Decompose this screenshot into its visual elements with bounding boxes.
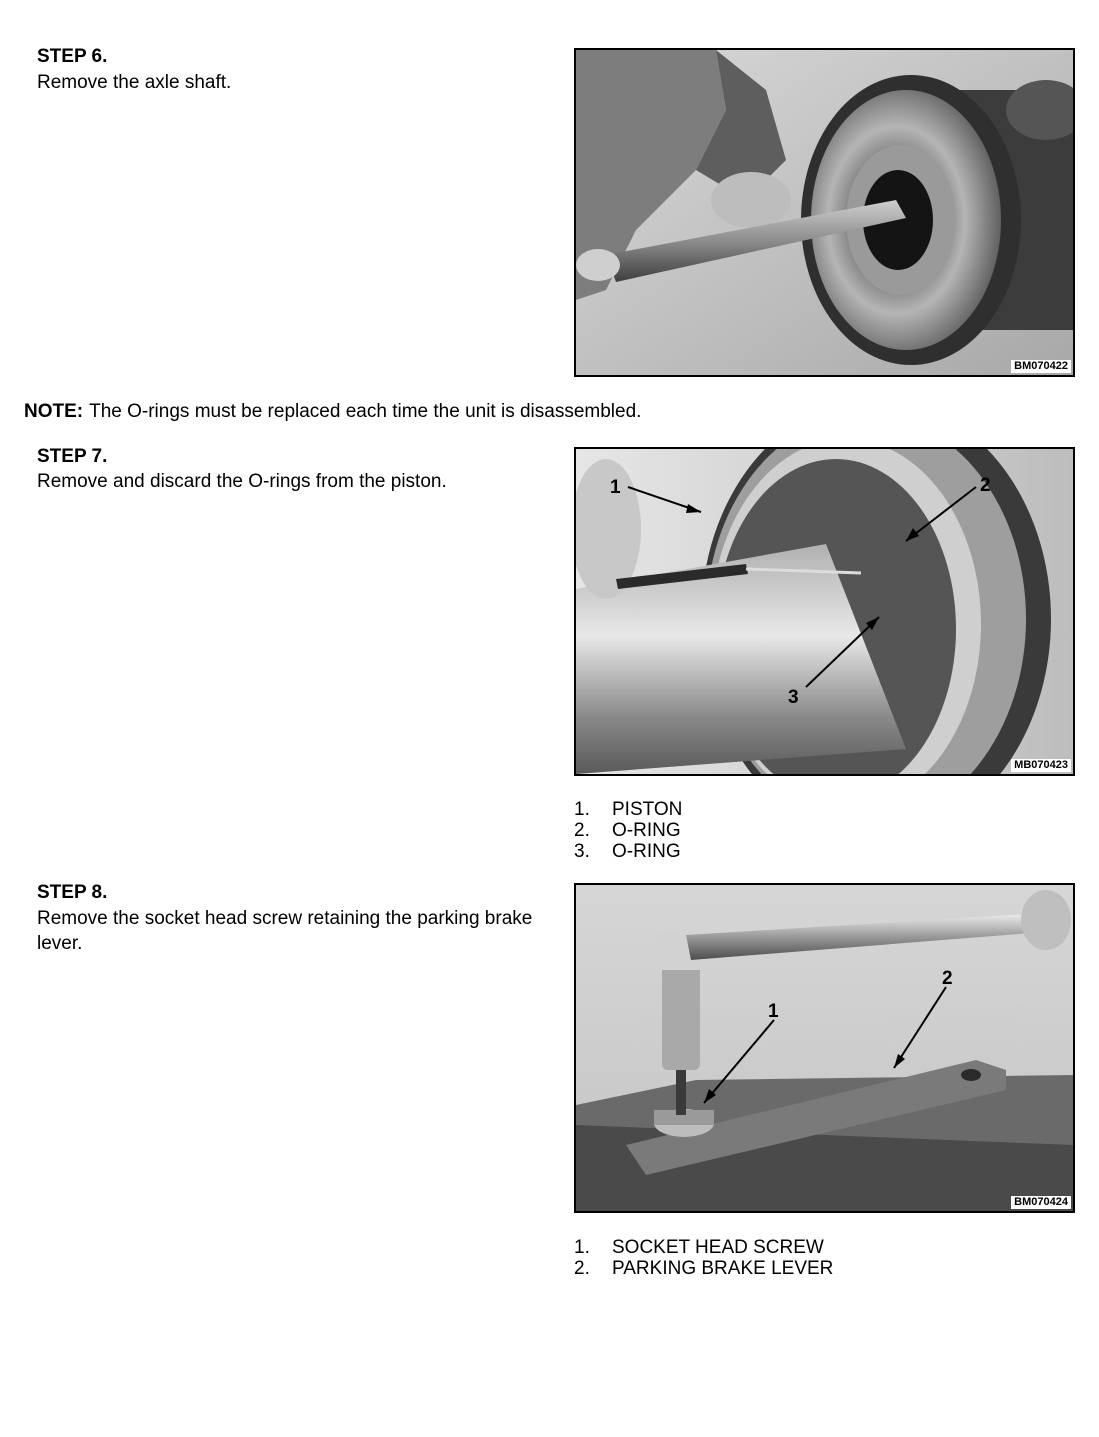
legend-number: 2. bbox=[574, 820, 590, 841]
callout-2: 2 bbox=[980, 475, 991, 496]
note bbox=[24, 400, 641, 424]
note-label: NOTE: bbox=[24, 401, 84, 422]
legend-label: O-RING bbox=[612, 820, 681, 841]
step-7-text: Remove and discard the O-rings from the piston. bbox=[37, 471, 447, 492]
figure-parking-brake-lever bbox=[574, 883, 1075, 1213]
legend-number: 1. bbox=[574, 799, 590, 820]
step-8-title: STEP 8. bbox=[37, 882, 108, 903]
legend-number: 3. bbox=[574, 841, 590, 862]
legend-item bbox=[574, 820, 682, 841]
photo-parking-brake-lever bbox=[576, 885, 1073, 1211]
legend-label: SOCKET HEAD SCREW bbox=[612, 1237, 824, 1258]
legend-label: PARKING BRAKE LEVER bbox=[612, 1258, 834, 1279]
callout-2: 2 bbox=[942, 968, 953, 989]
step-6-text: Remove the axle shaft. bbox=[37, 72, 232, 93]
note-text: The O-rings must be replaced each time the unit is disassembled. bbox=[89, 401, 642, 422]
figure-axle-shaft-removal bbox=[574, 48, 1075, 377]
legend-label: O-RING bbox=[612, 841, 681, 862]
legend-item bbox=[574, 799, 682, 820]
photo-axle-shaft bbox=[576, 50, 1073, 375]
photo-piston bbox=[576, 449, 1073, 774]
callout-1: 1 bbox=[768, 1001, 779, 1022]
step-7-title: STEP 7. bbox=[37, 446, 108, 467]
step-6-title: STEP 6. bbox=[37, 46, 108, 67]
legend-number: 2. bbox=[574, 1258, 590, 1279]
callout-3: 3 bbox=[788, 687, 799, 708]
legend-item bbox=[574, 841, 682, 862]
figure-id-label: BM070422 bbox=[1011, 360, 1071, 373]
legend-item bbox=[574, 1258, 833, 1279]
legend-number: 1. bbox=[574, 1237, 590, 1258]
step-8-text: Remove the socket head screw retaining the parking brake lever. bbox=[37, 908, 533, 954]
legend-label: PISTON bbox=[612, 799, 683, 820]
callout-1: 1 bbox=[610, 477, 621, 498]
figure-id-label: MB070423 bbox=[1011, 759, 1071, 772]
legend-step-7 bbox=[574, 799, 682, 862]
legend-step-8 bbox=[574, 1237, 833, 1279]
figure-id-label: BM070424 bbox=[1011, 1196, 1071, 1209]
legend-item bbox=[574, 1237, 833, 1258]
figure-piston-o-rings bbox=[574, 447, 1075, 776]
